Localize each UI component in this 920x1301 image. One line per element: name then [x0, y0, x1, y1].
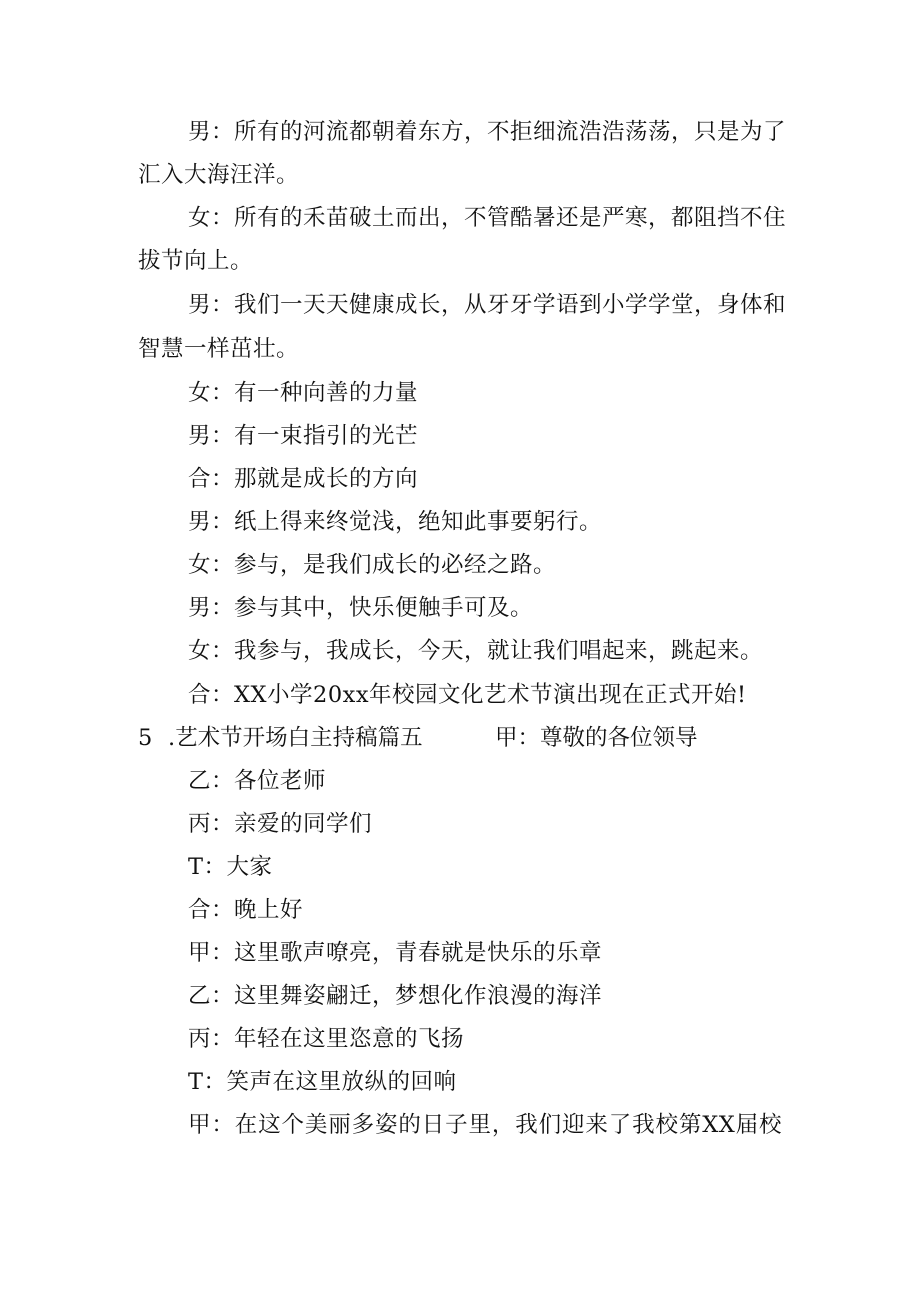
dialogue-line: 男：有一束指引的光芒	[188, 423, 419, 449]
paragraph-1-line-1: 男：所有的河流都朝着东方，不拒细流浩浩荡荡，只是为了	[188, 119, 787, 145]
section-title: .艺术节开场白主持稿篇五	[168, 725, 423, 751]
paragraph-3-line-2: 智慧一样茁壮。	[138, 336, 300, 362]
section-number: 5	[138, 725, 153, 751]
dialogue-line: 丙：亲爱的同学们	[188, 811, 373, 837]
dialogue-line: 合：那就是成长的方向	[188, 466, 419, 492]
dialogue-line: T：笑声在这里放纵的回响	[188, 1069, 457, 1095]
dialogue-line: 合：晚上好	[188, 897, 304, 923]
last-line: 甲：在这个美丽多姿的日子里，我们迎来了我校第XX届校	[188, 1112, 782, 1138]
section-first-line: 甲：尊敬的各位领导	[495, 725, 698, 751]
dialogue-line: 合：XX小学20xx年校园文化艺术节演出现在正式开始!	[188, 682, 747, 708]
dialogue-line: 乙：各位老师	[188, 768, 327, 794]
dialogue-line: 女：我参与，我成长，今天，就让我们唱起来，跳起来。	[188, 638, 764, 664]
paragraph-3-line-1: 男：我们一天天健康成长，从牙牙学语到小学学堂，身体和	[188, 292, 787, 318]
dialogue-line: 男：参与其中，快乐便触手可及。	[188, 595, 534, 621]
paragraph-2-line-1: 女：所有的禾苗破土而出，不管酷暑还是严寒，都阻挡不住	[188, 205, 787, 231]
dialogue-line: 女：参与，是我们成长的必经之路。	[188, 552, 557, 578]
paragraph-1-line-2: 汇入大海汪洋。	[138, 162, 300, 188]
dialogue-line: 女：有一种向善的力量	[188, 380, 419, 406]
dialogue-line: 丙：年轻在这里恣意的飞扬	[188, 1026, 465, 1052]
dialogue-line: 男：纸上得来终觉浅，绝知此事要躬行。	[188, 509, 603, 535]
dialogue-line: 甲：这里歌声嘹亮，青春就是快乐的乐章	[188, 940, 603, 966]
paragraph-2-line-2: 拔节向上。	[138, 248, 254, 274]
dialogue-line: T：大家	[188, 854, 273, 880]
dialogue-line: 乙：这里舞姿翩迁，梦想化作浪漫的海洋	[188, 983, 603, 1009]
section-heading	[138, 723, 738, 753]
